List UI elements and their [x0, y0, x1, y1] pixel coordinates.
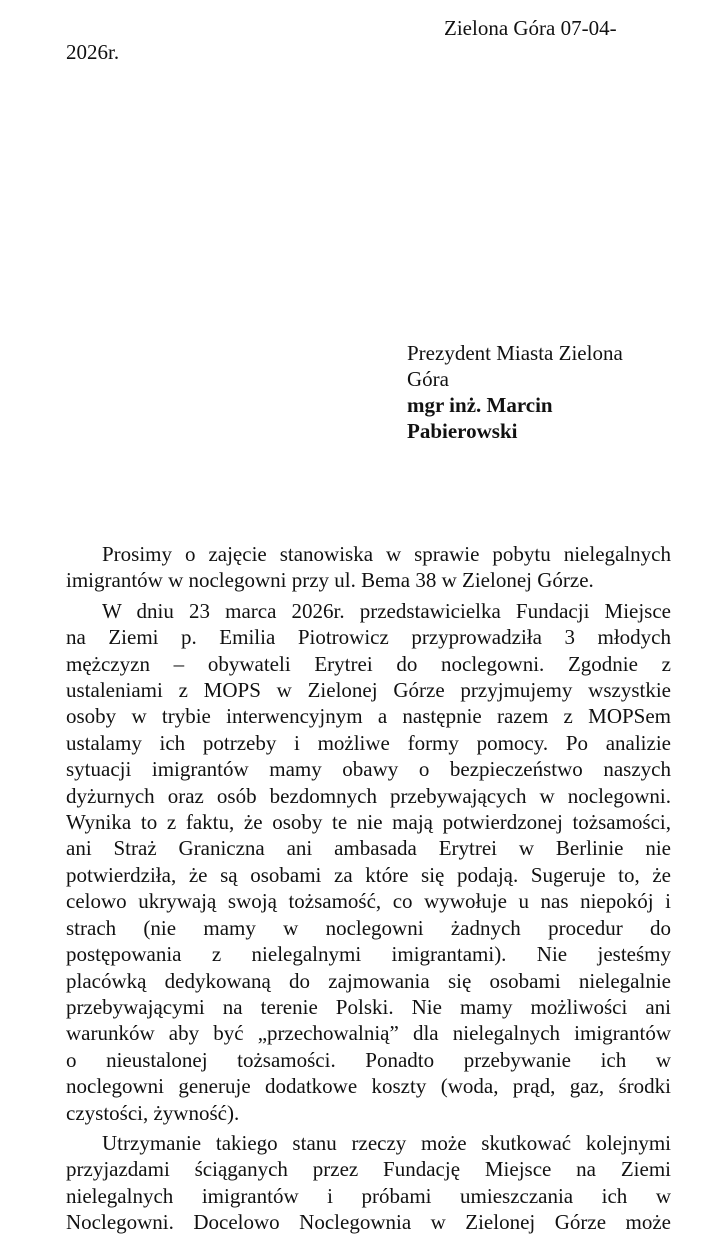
- body-line: W dniu 23 marca 2026r. przedstawicielka Fundacji Miejsce: [102, 598, 671, 623]
- date-line-2: 2026r.: [66, 40, 120, 64]
- body-line: dyżurnych oraz osób bezdomnych przebywających w noclegowni.: [66, 783, 671, 808]
- body-line: noclegowni generuje dodatkowe koszty (woda, prąd, gaz, środki: [66, 1074, 671, 1099]
- body-line: osoby w trybie interwencyjnym a następnie razem z MOPSem: [66, 704, 671, 729]
- body-line: o nieustalonej tożsamości. Ponadto przebywanie ich w: [66, 1047, 671, 1072]
- paragraph-2: [66, 598, 671, 1126]
- body-line: sytuacji imigrantów mamy obawy o bezpieczeństwo naszych: [66, 757, 671, 782]
- body-line: przyjazdami ściąganych przez Fundację Miejsce na Ziemi: [66, 1157, 671, 1182]
- body-line: imigrantów w noclegowni przy ul. Bema 38 w Zielonej Górze.: [66, 568, 594, 593]
- body-line: na Ziemi p. Emilia Piotrowicz przyprowadziła 3 młodych: [66, 625, 671, 650]
- body-line: ustaleniami z MOPS w Zielonej Górze przyjmujemy wszystkie: [66, 678, 671, 703]
- recipient-name-line-2: Pabierowski: [407, 419, 518, 443]
- body-line: przebywającymi na terenie Polski. Nie mamy możliwości ani: [66, 994, 671, 1019]
- recipient-name-line-1: mgr inż. Marcin: [407, 393, 553, 417]
- body-line: Wynika to z faktu, że osoby te nie mają potwierdzonej tożsamości,: [66, 810, 671, 835]
- recipient-block: [407, 340, 667, 444]
- body-line: Utrzymanie takiego stanu rzeczy może skutkować kolejnymi: [102, 1130, 671, 1155]
- paragraph-1: [66, 541, 671, 594]
- body-line: placówką dedykowaną do zajmowania się osobami nielegalnie: [66, 968, 671, 993]
- body-line: nielegalnych imigrantów i próbami umieszczania ich w: [66, 1183, 671, 1208]
- letter-body: [66, 541, 671, 1240]
- body-line: celowo ukrywają swoją tożsamość, co wywołuje u nas niepokój i: [66, 889, 671, 914]
- body-line: postępowania z nielegalnymi imigrantami). Nie jesteśmy: [66, 942, 671, 967]
- date-line-1: Zielona Góra 07-04-: [444, 16, 617, 40]
- paragraph-3: [66, 1130, 671, 1236]
- body-line: czystości, żywność).: [66, 1100, 240, 1125]
- recipient-title-line-2: Góra: [407, 367, 449, 391]
- body-line: Prosimy o zajęcie stanowiska w sprawie pobytu nielegalnych: [102, 542, 671, 566]
- body-line: strach (nie mamy w noclegowni żadnych procedur do: [66, 915, 671, 940]
- body-line: potwierdziła, że są osobami za które się podają. Sugeruje to, że: [66, 862, 671, 887]
- body-line: ani Straż Graniczna ani ambasada Erytrei w Berlinie nie: [66, 836, 671, 861]
- body-line: warunków aby być „przechowalnią” dla nielegalnych imigrantów: [66, 1021, 671, 1046]
- body-line: ustalamy ich potrzeby i możliwe formy pomocy. Po analizie: [66, 730, 671, 755]
- recipient-title-line-1: Prezydent Miasta Zielona: [407, 341, 623, 365]
- body-line: mężczyzn – obywateli Erytrei do noclegowni. Zgodnie z: [66, 651, 671, 676]
- body-line: Noclegowni. Docelowo Noclegownia w Zielonej Górze może: [66, 1210, 671, 1235]
